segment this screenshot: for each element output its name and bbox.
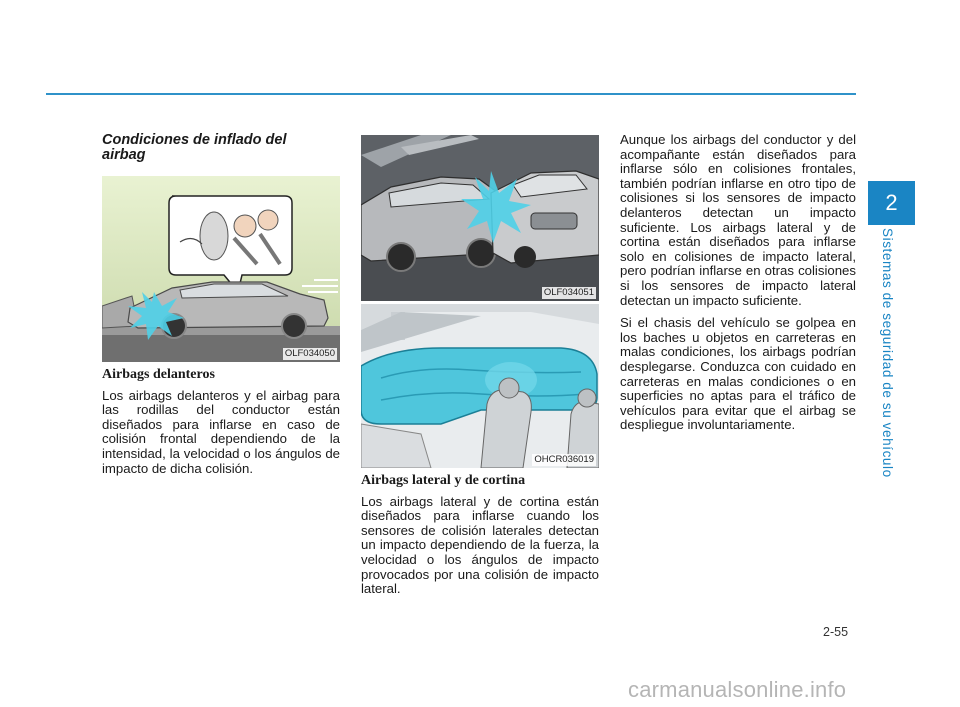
subheading-front-airbags: Airbags delanteros <box>102 367 215 382</box>
chapter-number: 2 <box>885 190 898 215</box>
chapter-title: Sistemas de seguridad de su vehículo <box>880 228 895 478</box>
page-number: 2-55 <box>823 625 849 639</box>
paragraph-rough-roads: Si el chasis del vehículo se golpea en los baches u objetos en carreteras en malas condiciones, los airbags podrían desplegarse. Conduzca con cuidado en carreteras en malas condiciones o en superficies no aptas para el tráfico de vehículos para evitar que el airbag se despliegue involuntariamente. <box>620 315 856 433</box>
side-collision-illustration <box>361 135 599 301</box>
figure-code: OLF034050 <box>284 348 335 359</box>
chapter-tab[interactable] <box>868 181 915 225</box>
header-rule <box>46 93 856 95</box>
figure-front-collision <box>102 176 340 362</box>
paragraph-inflation-conditions: Aunque los airbags del conductor y del acompañante están diseñados para inflarse sólo en colisiones frontales, también podrían inflarse en otro tipo de colisiones si los sensores de impacto delanteros detectan un impacto suficiente. Los airbags lateral y de cortina están diseñados para inflarse solo en colisiones de impacto lateral, pero podrían inflarse en otras colisiones si los sensores de impacto lateral detectan un impacto suficiente. <box>620 132 856 308</box>
watermark-logo: carmanualsonline.info <box>628 677 847 702</box>
column-right <box>620 133 856 441</box>
paragraph-front-airbags: Los airbags delanteros y el airbag para las rodillas del conductor están diseñados para inflarse en caso de colisión frontal dependiendo de la intensidad, la velocidad o los ángulos de impacto de dicha colisión. <box>102 387 340 476</box>
figure-code: OLF034051 <box>543 287 594 298</box>
curtain-airbag-illustration <box>361 304 599 468</box>
subheading-side-airbags: Airbags lateral y de cortina <box>361 473 526 488</box>
figure-side-collision <box>361 135 599 301</box>
front-collision-illustration <box>102 176 340 362</box>
figure-code: OHCR036019 <box>534 454 594 465</box>
column-left <box>102 133 340 177</box>
column-middle-text <box>361 474 599 605</box>
paragraph-side-airbags: Los airbags lateral y de cortina están diseñados para inflarse cuando los sensores de colisión laterales detectan un impacto dependiendo de la fuerza, la velocidad o los ángulos de impacto provocados por una colisión de impacto lateral. <box>361 493 599 597</box>
section-title: Condiciones de inflado del airbag <box>102 132 287 163</box>
column-left-text <box>102 368 340 484</box>
figure-curtain-airbag <box>361 304 599 468</box>
